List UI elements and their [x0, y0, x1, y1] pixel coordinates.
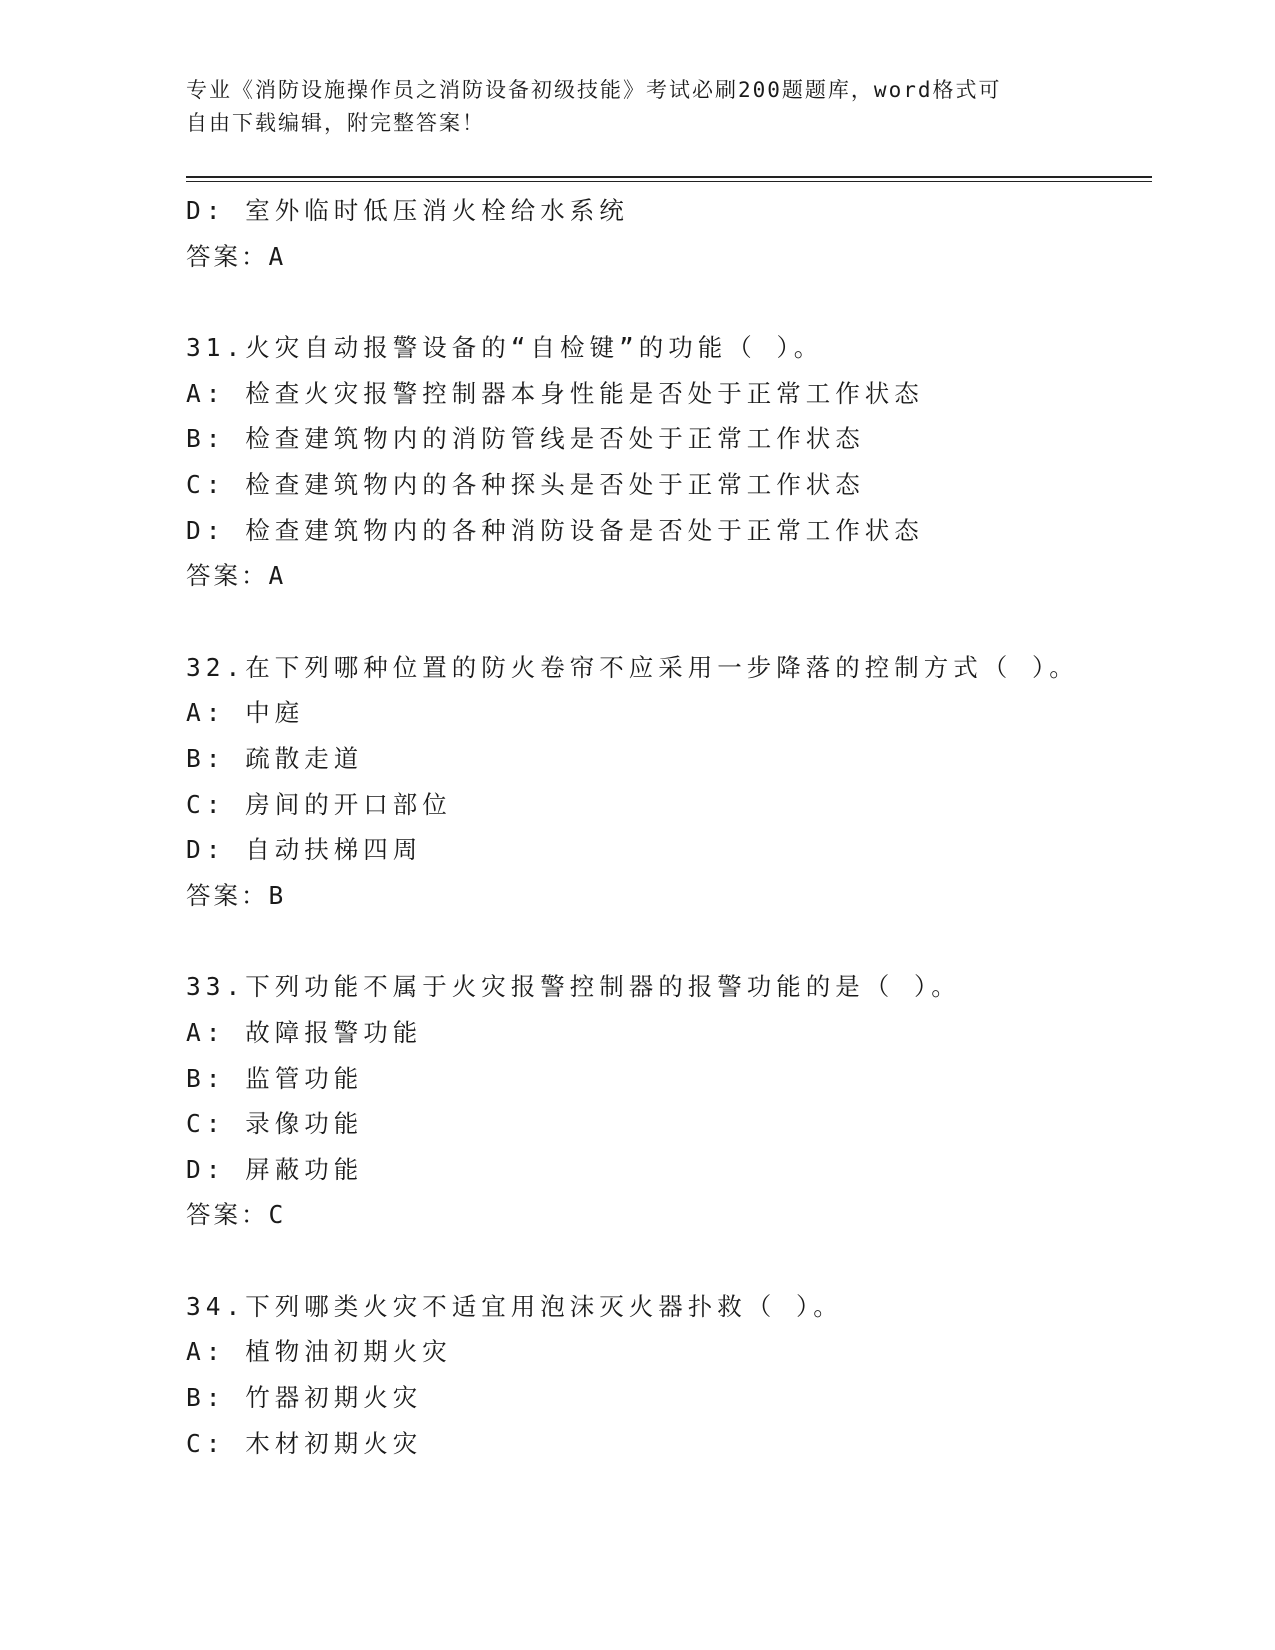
option-b: B: 检查建筑物内的消防管线是否处于正常工作状态	[186, 424, 865, 454]
answer-line: 答案：B	[186, 880, 287, 910]
option-a: A: 检查火灾报警控制器本身性能是否处于正常工作状态	[186, 378, 924, 408]
question-stem: 32.在下列哪种位置的防火卷帘不应采用一步降落的控制方式（ ）。	[186, 652, 1079, 682]
spacer	[186, 279, 1152, 325]
option-c: C: 录像功能	[186, 1109, 364, 1139]
spacer	[186, 918, 1152, 964]
option-d: D: 屏蔽功能	[186, 1154, 364, 1184]
header-divider-thin	[186, 181, 1152, 182]
header-line-1: 专业《消防设施操作员之消防设备初级技能》考试必刷200题题库，word格式可	[186, 78, 1002, 102]
header-divider-thick	[186, 176, 1152, 178]
question-stem: 31.火灾自动报警设备的“自检键”的功能（ ）。	[186, 333, 824, 363]
option-b: B: 竹器初期火灾	[186, 1383, 423, 1413]
option-a: A: 植物油初期火灾	[186, 1337, 452, 1367]
document-header	[186, 74, 1086, 140]
question-31	[186, 325, 1152, 599]
spacer	[186, 599, 1152, 645]
option-d: D: 检查建筑物内的各种消防设备是否处于正常工作状态	[186, 515, 924, 545]
question-list	[186, 188, 1152, 1466]
option-a: A: 故障报警功能	[186, 1017, 423, 1047]
header-line-2: 自由下载编辑，附完整答案！	[186, 111, 485, 135]
question-33	[186, 964, 1152, 1238]
option-b: B: 监管功能	[186, 1063, 364, 1093]
carryover-block	[186, 188, 1152, 279]
option-c: C: 检查建筑物内的各种探头是否处于正常工作状态	[186, 469, 865, 499]
answer-line: 答案：C	[186, 1200, 287, 1230]
spacer	[186, 1238, 1152, 1284]
option-c: C: 木材初期火灾	[186, 1428, 423, 1458]
option-b: B: 疏散走道	[186, 743, 364, 773]
answer-line: 答案：A	[186, 241, 287, 271]
question-stem: 34.下列哪类火灾不适宜用泡沫灭火器扑救（ ）。	[186, 1291, 843, 1321]
question-34	[186, 1284, 1152, 1466]
option-d: D: 自动扶梯四周	[186, 835, 423, 865]
question-32	[186, 645, 1152, 919]
option-d: D: 室外临时低压消火栓给水系统	[186, 196, 629, 225]
answer-line: 答案：A	[186, 561, 287, 591]
option-c: C: 房间的开口部位	[186, 789, 452, 819]
question-stem: 33.下列功能不属于火灾报警控制器的报警功能的是（ ）。	[186, 972, 961, 1002]
option-a: A: 中庭	[186, 698, 305, 728]
